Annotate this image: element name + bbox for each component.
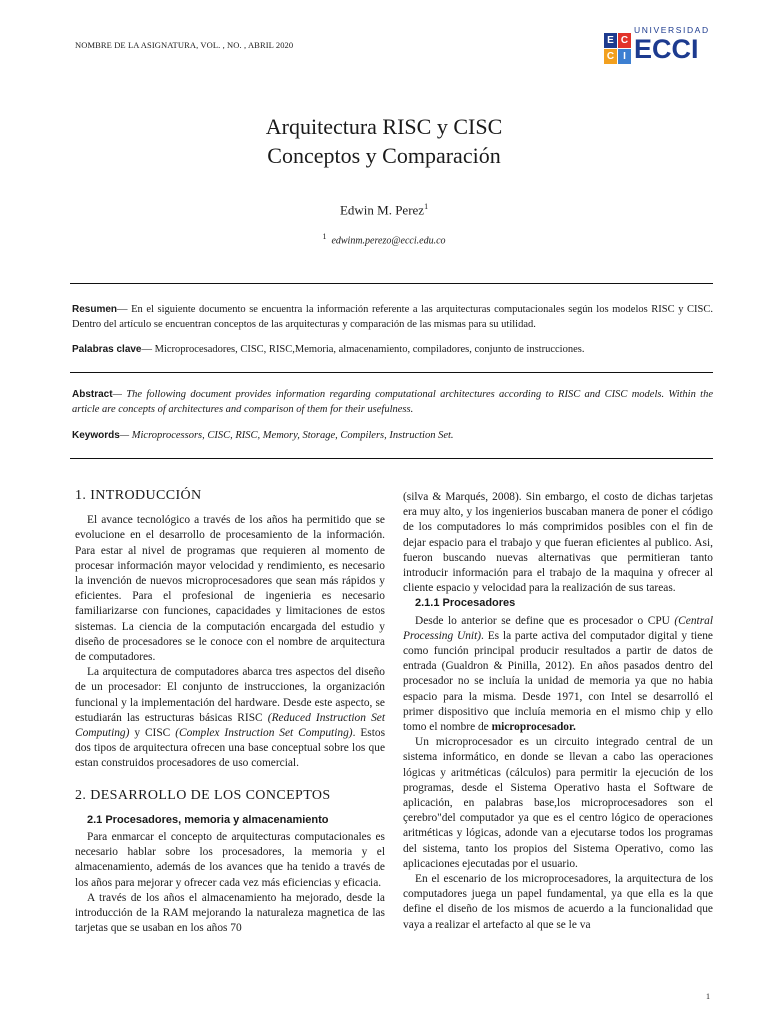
email-mark: 1 — [322, 232, 327, 241]
logo-cell-4: I — [618, 49, 631, 64]
keywords — [72, 428, 713, 443]
palabras-clave-label: Palabras clave — [72, 344, 142, 355]
resumen-text: — En el siguiente documento se encuentra la información referente a las arquitecturas computacionales según los modelos RISC y CISC. Dentro del artículo se encuentran conceptos de las arquitecturas y comparación de las mismas para su utilidad. — [72, 304, 713, 330]
title-line-2: Conceptos y Comparación — [267, 143, 501, 168]
logo-cell-3: C — [604, 49, 617, 64]
paper-title — [0, 112, 768, 170]
logo-mark — [604, 33, 632, 65]
author-affiliation-mark: 1 — [424, 202, 429, 211]
section-2-1-paragraph-2: A través de los años el almacenamiento ha mejorado, desde la introducción de la RAM mejorando la naturaleza magnetica de las tarjetas que se usaban en los años 70 — [75, 891, 385, 935]
running-head: NOMBRE DE LA ASIGNATURA, VOL. , NO. , ABRIL 2020 — [75, 40, 294, 50]
intro-paragraph-1: El avance tecnológico a través de los años ha permitido que se evolucione en el desarrollo de procesamiento de la información. Para estar al nivel de programas que requieren al momento de procesar información mayor velocidad y rendimiento, es necesario la invención de nuevos microprocesadores que sean más rápidos y eficientes. Para el profesional de ingenieria es necesario familiarizarse con funciones, capacidades y limitaciones de estos sistemas. La ciencia de la computación encargada del estudio y diseño de procesadores se le conoce con el nombre de arquitectura de computadores. — [75, 514, 385, 664]
logo-university-text: UNIVERSIDAD — [634, 25, 710, 35]
bottom-rule — [70, 458, 713, 459]
processor-paragraph-3: En el escenario de los microprocesadores, la arquitectura de los computadores juega un papel fundamental, ya que ella es la que define el diseño de los mismos de acuerdo a la funcionalidad que vaya a realizar el artefacto al que se le va — [403, 873, 713, 931]
abstract-text: — The following document provides information regarding computational architectures according to RISC and CISC models. Within the article are concepts of architectures and comparison of them for their usefulness. — [72, 389, 713, 415]
section-2-1-paragraph-1: Para enmarcar el concepto de arquitecturas computacionales es necesario hablar sobre los procesadores, la memoria y el almacenamiento, además de los avances que ha tenido a través de los años para mejorar y ofrecer cada vez más eficiencias y eficacia. — [75, 831, 385, 889]
section-2-1-1-heading: 2.1.1 Procesadores — [415, 597, 516, 610]
section-2-heading: 2. DESARROLLO DE LOS CONCEPTOS — [75, 787, 331, 803]
processor-p1-text-b: . Es la parte activa del computador digital y tiene como función principal producir resultados a partir de datos de entrada (Gualdron & Pinilla, 2012). En años pasados dentro del procesador no se incluía la unidad de memoria ya que no habia espacio para la misma. Desde 1971, con Intel se desarrolló el primer dispositivo que incluía memoria en el mismo chip y ello tomo el nombre de — [403, 629, 713, 734]
keywords-label: Keywords — [72, 430, 120, 441]
intro-p2-text-c: . Estos dos tipos de arquitectura ofrecen una base conceptual sobre los que estan construidos procesadores de uso comercial. — [75, 727, 386, 770]
abstract-label: Abstract — [72, 389, 113, 400]
intro-p2-text-b: y CISC — [129, 727, 176, 740]
microprocesador-term: microprocesador. — [491, 721, 576, 734]
palabras-clave-text: — Microprocesadores, CISC, RISC,Memoria, almacenamiento, compiladores, conjunto de instrucciones. — [141, 344, 585, 355]
page-number: 1 — [706, 992, 710, 1001]
intro-p2-text-a: La arquitectura de computadores abarca tres aspectos del diseño de un procesador: El conjunto de instrucciones, la organización funcional y la implementación del hardware. Desde este aspecto, se estudiarán las estructuras básicas RISC — [75, 666, 385, 724]
section-2-1-heading: 2.1 Procesadores, memoria y almacenamiento — [87, 813, 329, 826]
resumen-label: Resumen — [72, 304, 118, 315]
processor-paragraph-1 — [403, 614, 713, 736]
intro-paragraph-2 — [75, 665, 385, 771]
right-column — [403, 490, 713, 933]
continuation-paragraph: (silva & Marqués, 2008). Sin embargo, el costo de dichas tarjetas era muy alto, y los ingenierios buscaban manera de poner el código de los computadores lo más comprimidos posibles con el fin de dejar espacio para el trabajo y que fueran eficientes al publico. Asi, fueron buscando nuevas alternativas que permitieran tanto introducir información para el trabajo de la maquina y ofrecer al cliente espacio y velocidad para la realización de sus tareas. — [403, 491, 713, 595]
processor-p1-text-a: Desde lo anterior se define que es procesador o CPU — [415, 614, 675, 627]
logo-brand-text: ECCI — [634, 34, 699, 64]
section-1-heading: 1. INTRODUCCIÓN — [75, 488, 202, 503]
risc-expansion: (Reduced Instruction Set Computing) — [75, 711, 385, 740]
resumen — [72, 302, 713, 332]
author-email-line — [0, 232, 768, 246]
cpu-expansion: (Central Processing Unit) — [403, 614, 713, 642]
logo-cell-2: C — [618, 33, 631, 48]
processor-paragraph-2: Un microprocesador es un circuito integrado central de un sistema informático, en donde se llevan a cabo las operaciones lógicas y aritméticas (cálculos) para permitir la ejecución de los programas, desde el Sistema Operativo hasta el Software de aplicación, en palabras base,los microprocesadores son el çerebro"del computador ya que es el centro lógico de operaciones aritméticas y lógicas, adonde van a ejecutarse todos los programas del sistema, tanto los propios del Sistema Operativo, como las aplicaciones ejecutadas por el usuario. — [403, 736, 713, 870]
logo-cell-1: E — [604, 33, 617, 48]
title-line-1: Arquitectura RISC y CISC — [265, 114, 503, 139]
cisc-expansion: (Complex Instruction Set Computing) — [175, 727, 353, 740]
left-column — [75, 488, 385, 936]
keywords-text: — Microprocessors, CISC, RISC, Memory, Storage, Compilers, Instruction Set. — [119, 430, 454, 441]
author-name: Edwin M. Perez — [339, 202, 425, 218]
abstract — [72, 387, 713, 417]
top-rule — [70, 283, 713, 284]
university-logo — [604, 25, 716, 69]
author-email[interactable]: edwinm.perezo@ecci.edu.co — [331, 235, 446, 247]
middle-rule — [70, 372, 713, 373]
author — [0, 202, 768, 218]
palabras-clave — [72, 342, 713, 357]
